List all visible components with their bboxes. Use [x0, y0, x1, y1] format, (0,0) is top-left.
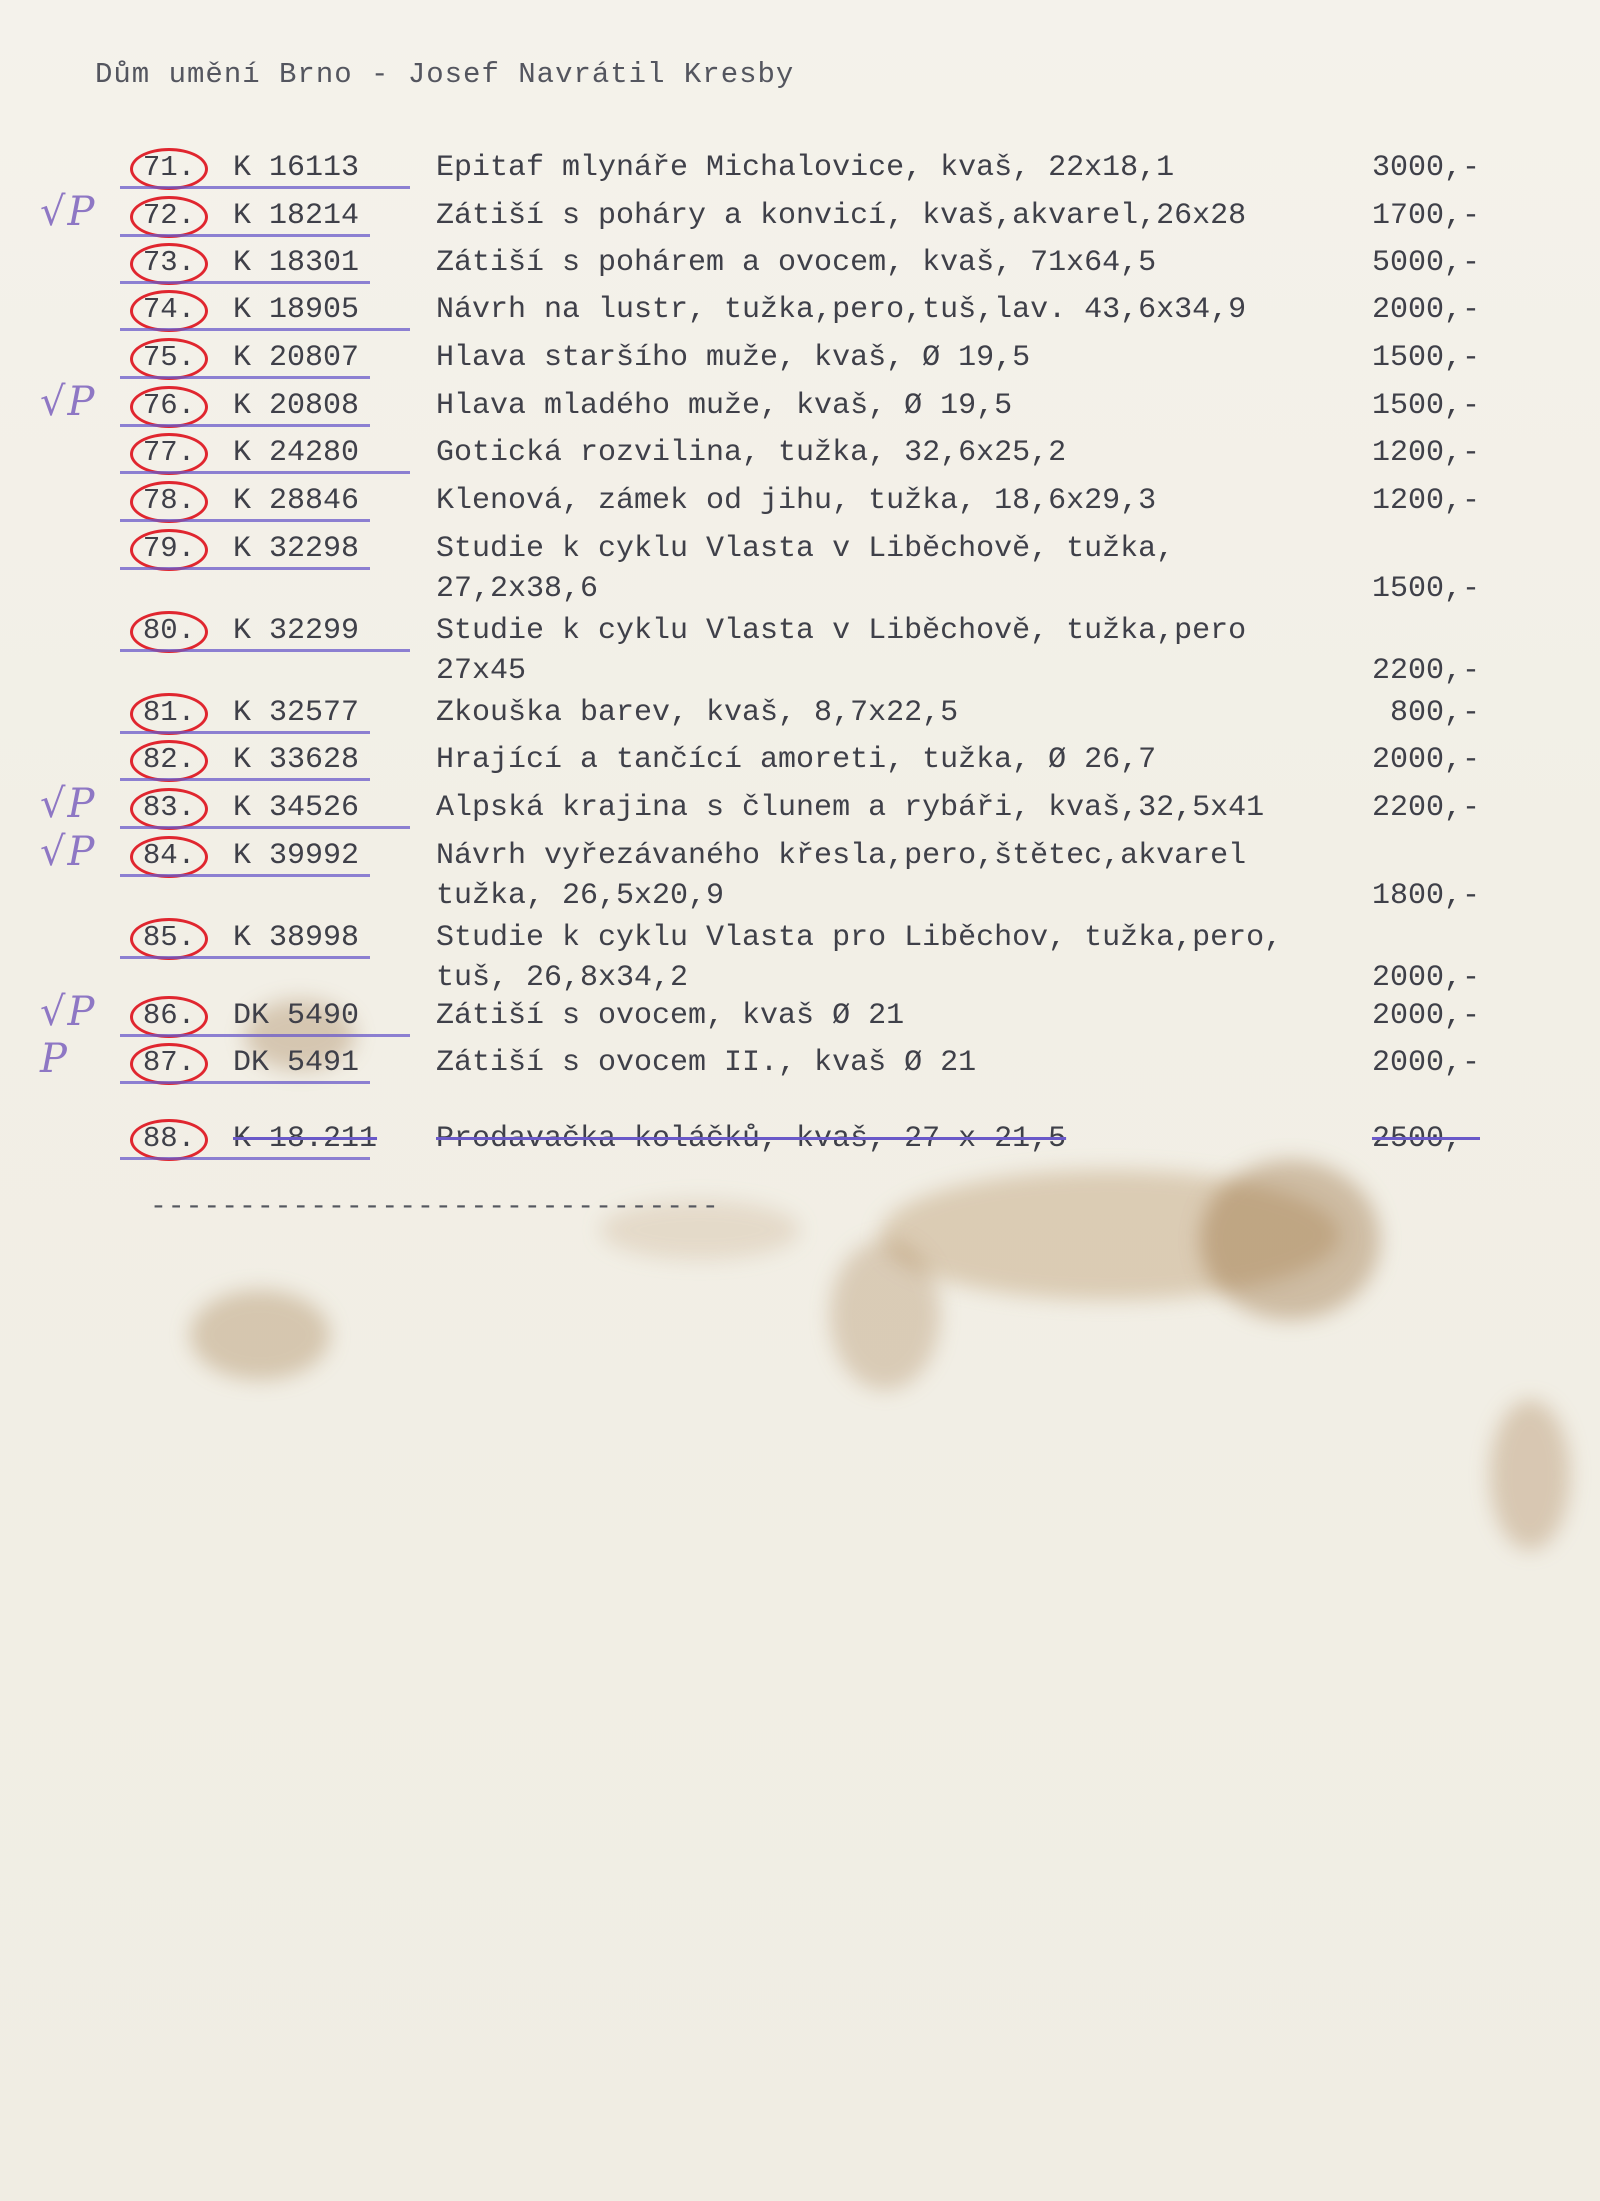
- pencil-underline: [120, 519, 370, 522]
- pencil-underline: [120, 424, 370, 427]
- price: 1500,-: [1371, 389, 1480, 423]
- artwork-description: Prodavačka koláčků, kvaš, 27 x 21,5: [436, 1122, 1067, 1156]
- artwork-description: Alpská krajina s člunem a rybáři, kvaš,32,5x41: [436, 791, 1265, 825]
- item-number: 85.: [130, 918, 208, 960]
- artwork-description: Návrh vyřezávaného křesla,pero,štětec,akvarel tužka, 26,5x20,9: [436, 839, 1247, 913]
- artwork-description: Návrh na lustr, tužka,pero,tuš,lav. 43,6x34,9: [436, 293, 1247, 327]
- price: 3000,-: [1371, 151, 1480, 185]
- item-number: 83.: [130, 788, 208, 830]
- artwork-description: Zátiší s ovocem, kvaš Ø 21: [436, 999, 905, 1033]
- artwork-description: Hlava mladého muže, kvaš, Ø 19,5: [436, 389, 1013, 423]
- inventory-number: K 32298: [233, 532, 360, 566]
- item-number: 73.: [130, 243, 208, 285]
- price: 2000,-: [1371, 743, 1480, 777]
- pencil-underline: [120, 281, 370, 284]
- item-number: 82.: [130, 740, 208, 782]
- item-number: 81.: [130, 693, 208, 735]
- inventory-number: K 16113: [233, 151, 360, 185]
- item-number: 87.: [130, 1043, 208, 1085]
- price: 1200,-: [1371, 436, 1480, 470]
- inventory-number: K 18905: [233, 293, 360, 327]
- pencil-mark: √P: [40, 379, 97, 425]
- divider-line: --------------------------------: [150, 1192, 720, 1223]
- item-number: 80.: [130, 611, 208, 653]
- inventory-number: K 39992: [233, 839, 360, 873]
- item-number: 77.: [130, 433, 208, 475]
- price: 1200,-: [1371, 484, 1480, 518]
- artwork-description: Studie k cyklu Vlasta v Liběchově, tužka,pero 27x45: [436, 614, 1247, 688]
- artwork-description: Studie k cyklu Vlasta v Liběchově, tužka, 27,2x38,6: [436, 532, 1175, 606]
- pencil-underline: [120, 826, 410, 829]
- pencil-underline: [120, 234, 370, 237]
- price: 1500,-: [1371, 341, 1480, 375]
- artwork-description: Zátiší s ovocem II., kvaš Ø 21: [436, 1046, 977, 1080]
- item-number: 72.: [130, 196, 208, 238]
- stain-1: [880, 1170, 1340, 1300]
- pencil-mark: √P: [40, 781, 97, 827]
- price: 2000,-: [1371, 293, 1480, 327]
- inventory-number: K 24280: [233, 436, 360, 470]
- inventory-number: K 38998: [233, 921, 360, 955]
- item-number: 71.: [130, 148, 208, 190]
- price: 2000,-: [1371, 999, 1480, 1033]
- inventory-number: K 28846: [233, 484, 360, 518]
- artwork-description: Zátiší s poháry a konvicí, kvaš,akvarel,26x28: [436, 199, 1247, 233]
- inventory-number: K 32577: [233, 696, 360, 730]
- pencil-mark: P: [40, 1036, 69, 1082]
- price: 2200,-: [1371, 654, 1480, 688]
- stain-2: [1200, 1160, 1380, 1320]
- pencil-mark: √P: [40, 829, 97, 875]
- pencil-underline: [120, 1157, 370, 1160]
- inventory-number: K 18.211: [233, 1122, 378, 1156]
- inventory-number: K 18214: [233, 199, 360, 233]
- inventory-number: DK 5490: [233, 999, 360, 1033]
- pencil-mark: √P: [40, 989, 97, 1035]
- item-number: 79.: [130, 529, 208, 571]
- artwork-description: Gotická rozvilina, tužka, 32,6x25,2: [436, 436, 1067, 470]
- artwork-description: Zátiší s pohárem a ovocem, kvaš, 71x64,5: [436, 246, 1157, 280]
- inventory-number: DK 5491: [233, 1046, 360, 1080]
- pencil-underline: [120, 649, 410, 652]
- item-number: 76.: [130, 386, 208, 428]
- inventory-number: K 20808: [233, 389, 360, 423]
- artwork-description: Hlava staršího muže, kvaš, Ø 19,5: [436, 341, 1031, 375]
- inventory-number: K 32299: [233, 614, 360, 648]
- pencil-underline: [120, 376, 370, 379]
- price: 2000,-: [1371, 961, 1480, 995]
- price: 800,-: [1389, 696, 1480, 730]
- artwork-description: Zkouška barev, kvaš, 8,7x22,5: [436, 696, 959, 730]
- price: 1500,-: [1371, 572, 1480, 606]
- item-number: 88.: [130, 1119, 208, 1161]
- pencil-underline: [120, 328, 410, 331]
- document-header: Dům umění Brno - Josef Navrátil Kresby: [95, 58, 795, 91]
- item-number: 78.: [130, 481, 208, 523]
- item-number: 84.: [130, 836, 208, 878]
- pencil-underline: [120, 731, 370, 734]
- pencil-underline: [120, 874, 370, 877]
- inventory-number: K 33628: [233, 743, 360, 777]
- pencil-underline: [120, 567, 370, 570]
- item-number: 74.: [130, 290, 208, 332]
- price: 2500,-: [1371, 1122, 1480, 1156]
- artwork-description: Klenová, zámek od jihu, tužka, 18,6x29,3: [436, 484, 1157, 518]
- inventory-number: K 20807: [233, 341, 360, 375]
- pencil-underline: [120, 186, 410, 189]
- pencil-underline: [120, 471, 410, 474]
- price: 1800,-: [1371, 879, 1480, 913]
- item-number: 75.: [130, 338, 208, 380]
- item-number: 86.: [130, 996, 208, 1038]
- stain-5: [1490, 1400, 1570, 1550]
- price: 5000,-: [1371, 246, 1480, 280]
- stain-3: [190, 1290, 330, 1380]
- inventory-number: K 34526: [233, 791, 360, 825]
- stain-4: [830, 1240, 940, 1390]
- pencil-underline: [120, 1034, 410, 1037]
- artwork-description: Hrající a tančící amoreti, tužka, Ø 26,7: [436, 743, 1157, 777]
- price: 1700,-: [1371, 199, 1480, 233]
- pencil-underline: [120, 1081, 370, 1084]
- price: 2200,-: [1371, 791, 1480, 825]
- artwork-description: Studie k cyklu Vlasta pro Liběchov, tužka,pero, tuš, 26,8x34,2: [436, 921, 1283, 995]
- inventory-number: K 18301: [233, 246, 360, 280]
- pencil-underline: [120, 778, 370, 781]
- pencil-mark: √P: [40, 189, 97, 235]
- pencil-underline: [120, 956, 370, 959]
- price: 2000,-: [1371, 1046, 1480, 1080]
- artwork-description: Epitaf mlynáře Michalovice, kvaš, 22x18,1: [436, 151, 1175, 185]
